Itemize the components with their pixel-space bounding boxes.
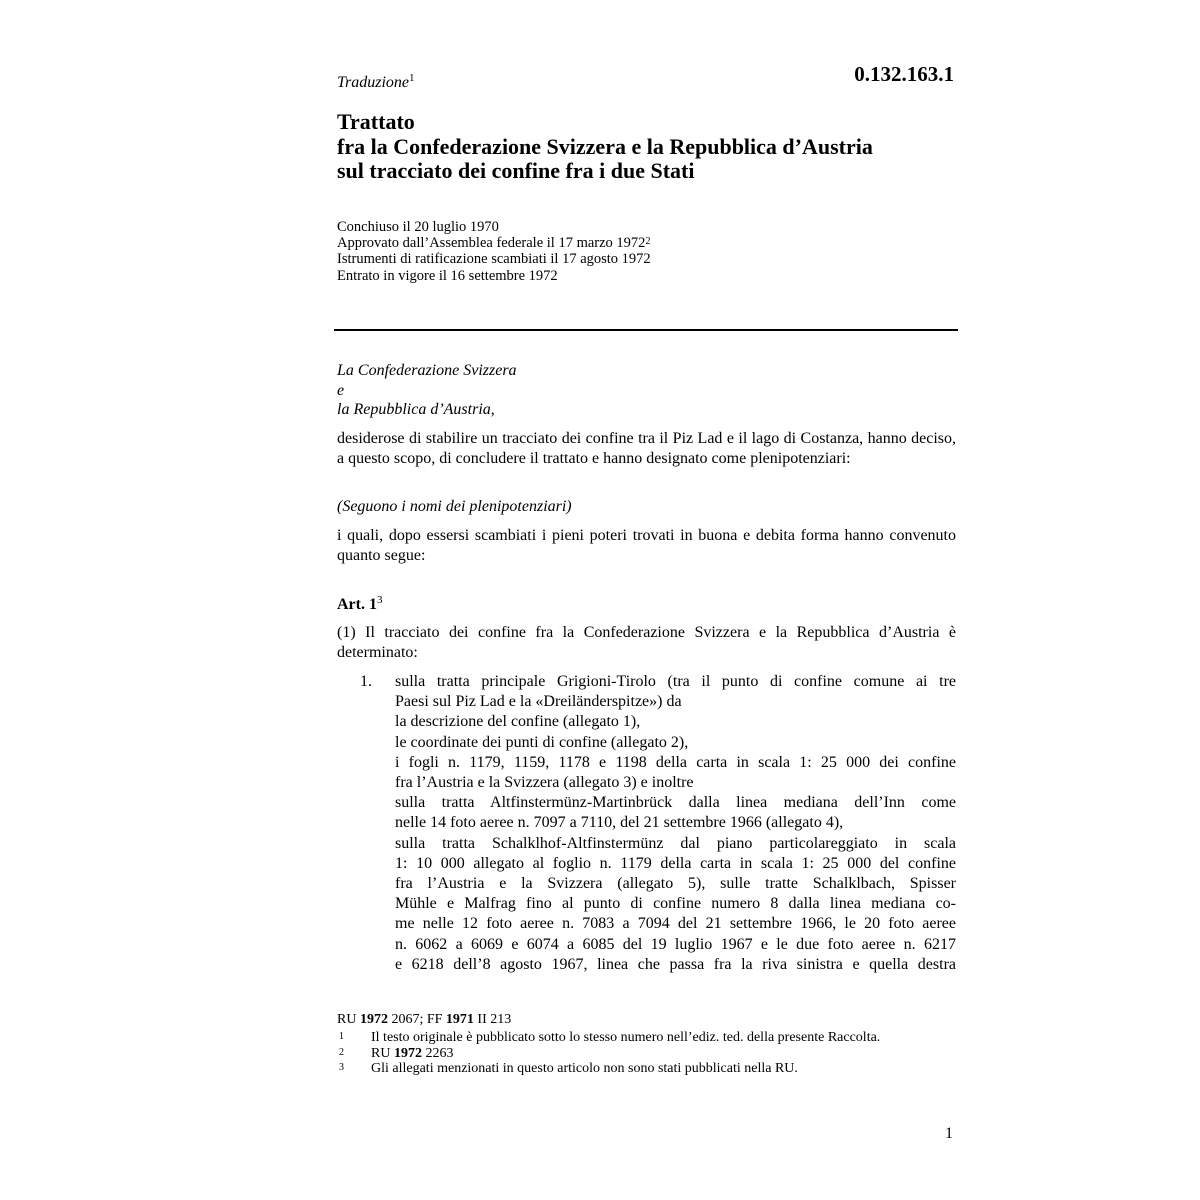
party-austria: la Repubblica d’Austria, <box>337 401 495 418</box>
article-1-heading: Art. $1^3$ <box>337 594 383 613</box>
approved-date: Approvato dall’Assemblea federale il 17 marzo 1972$^2$ <box>337 235 651 252</box>
preamble-paragraph-3: i quali, dopo essersi scambiati i pieni poteri trovati in buona e debita forma hanno convenuto quanto segue: <box>337 527 956 564</box>
footnote-ref-3: 3 <box>376 594 383 606</box>
list-item-line: 1: 10 000 allegato al foglio n. 1179 della carta in scala 1: 25 000 del confine <box>395 854 956 872</box>
footnotes <box>337 1012 937 1077</box>
page-number: 1 <box>945 1125 953 1142</box>
footnote-2: 2 RU 1972 2263 <box>339 1045 454 1061</box>
list-item-line: la descrizione del confine (allegato 1), <box>395 713 641 731</box>
list-item-line: n. 6062 a 6069 e 6074 a 6085 del 19 luglio 1967 e le due foto aeree n. 6217 <box>395 935 956 953</box>
article-1-paragraph-1: (1) Il tracciato dei confine fra la Confederazione Svizzera e la Repubblica d’Austria è determinato: <box>337 624 956 661</box>
list-item-line: Paesi sul Piz Lad e la «Dreiländerspitze») da <box>395 693 682 711</box>
list-item-line: sulla tratta principale Grigioni-Tirolo (tra il punto di confine comune ai tre <box>395 673 956 690</box>
list-item-line: nelle 14 foto aeree n. 7097 a 7110, del 21 settembre 1966 (allegato 4), <box>395 814 844 832</box>
document-title <box>337 110 873 184</box>
list-item-text <box>395 672 956 975</box>
list-item-line: i fogli n. 1179, 1159, 1178 e 1198 della carta in scala 1: 25 000 dei confine <box>395 753 956 771</box>
list-item-line: sulla tratta Altfinstermünz-Martinbrück dalla linea mediana dell’Inn come <box>395 794 956 812</box>
list-item-line: fra l’Austria e la Svizzera (allegato 3) e inoltre <box>395 774 694 792</box>
parties <box>337 361 517 420</box>
footnote-3: 3 Gli allegati menzionati in questo articolo non sono stati pubblicati nella RU. <box>339 1061 798 1077</box>
party-switzerland: La Confederazione Svizzera <box>337 362 517 379</box>
translation-label: Traduzione$^1$ <box>337 72 415 91</box>
treaty-metadata <box>337 219 651 284</box>
list-item-line: sulla tratta Schalklhof-Altfinstermünz dal piano particolareggiato in scala <box>395 834 956 852</box>
footnote-ref-1: 1 <box>409 72 415 84</box>
header-divider <box>334 329 958 331</box>
list-item-line: e 6218 dell’8 agosto 1967, linea che passa fra la riva sinistra e quella destra <box>395 955 956 973</box>
title-line-3: sul tracciato dei confine fra i due Stati <box>337 158 695 183</box>
footnote-1: 1 Il testo originale è pubblicato sotto lo stesso numero nell’ediz. ted. della presente Raccolta. <box>339 1029 881 1045</box>
concluded-date: Conchiuso il 20 luglio 1970 <box>337 219 499 235</box>
in-force-date: Entrato in vigore il 16 settembre 1972 <box>337 267 558 284</box>
footnote-ref-2: 2 <box>645 236 651 248</box>
list-item-number: 1. <box>360 673 372 690</box>
preamble-paragraph-1: desiderose di stabilire un tracciato dei confine tra il Piz Lad e il lago di Costanza, hanno deciso, a questo scopo, di concludere il trattato e hanno designato come plenipotenziari: <box>337 430 956 467</box>
list-item-line: fra l’Austria e la Svizzera (allegato 5), sulle tratte Schalklbach, Spisser <box>395 875 956 893</box>
ratified-date: Istrumenti di ratificazione scambiati il 17 agosto 1972 <box>337 251 651 268</box>
title-line-2: fra la Confederazione Svizzera e la Repubblica d’Austria <box>337 133 873 159</box>
source-reference: RU 1972 2067; FF 1971 II 213 <box>337 1012 512 1027</box>
title-line-1: Trattato <box>337 109 415 134</box>
list-item-line: le coordinate dei punti di confine (allegato 2), <box>395 733 689 751</box>
party-conjunction: e <box>337 381 345 399</box>
list-item-line: me nelle 12 foto aeree n. 7083 a 7094 del 21 settembre 1966, le 20 foto aeree <box>395 915 956 933</box>
preamble-paragraph-2: (Seguono i nomi dei plenipotenziari) <box>337 498 572 515</box>
system-number: 0.132.163.1 <box>854 62 954 86</box>
list-item-line: Mühle e Malfrag fino al punto di confine numero 8 dalla linea mediana co- <box>395 895 956 913</box>
